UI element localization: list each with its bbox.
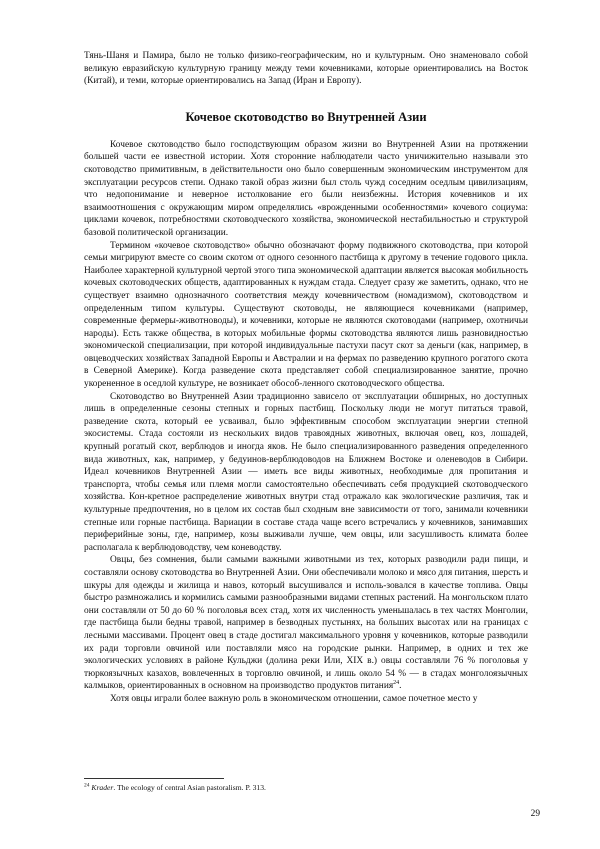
paragraph-4-text: Овцы, без сомнения, были самыми важными животными из тех, которых разводили ради пищи, и составляли основу скотоводства во Внутренней Азии. Они обеспечивали молоко и мясо для питания, шерсть и шкуры для одежды и жилища и навоз, который высушивался и исполь-зовался в качестве топлива. Овцы быстро размножались и кормились самыми разнообразными видами степных растений. На монгольском плато они составляли от 50 до 60 % поголовья всех стад, хотя их численность уменьшалась в тех частях Монголии, где пастбища были бедны травой, например в безводных пустынях, на больших высотах или на границах с лесными массивами. Процент овец в стаде достигал максимального уровня у кочевников, которые разводили их ради торговли овчиной или поставляли мясо на городские рынки. Например, в одних и тех же экологических условиях в районе Кульджи (долина реки Или, XIX в.) овцы составляли 76 % поголовья у тюркоязычных казахов, вовлеченных в торговлю овчиной, и лишь около 54 % — в стадах монголоязычных калмыков, ориентированных в основном на производство продуктов питания [84, 555, 528, 692]
paragraph-5: Хотя овцы играли более важную роль в экономическом отношении, самое почетное место у [110, 693, 478, 704]
paragraph-1: Кочевое скотоводство было господствующим образом жизни во Внутренней Азии на протяжении большей части ее известной истории. Хотя сторонние наблюдатели часто уничижительно называли это скотоводство примитивным, в действительности оно было совершенным экономическим инструментом для эксплуатации ресурсов степи. Однако такой образ жизни был столь чужд соседним оседлым цивилизациям, что недопонимание и неверное истолкование его были неизбежны. История кочевников и их взаимоотношения с окружающим миром определялись «врожденными особенностями» кочевого социума: циклами кочевок, потребностями скотоводческого хозяйства, экономической нестабильностью и структурой базовой политической организации. [84, 139, 528, 238]
page-body [84, 50, 528, 706]
page-number: 29 [530, 809, 540, 819]
section-title: Кочевое скотоводство во Внутренней Азии [185, 109, 427, 124]
footnote-divider [84, 778, 224, 779]
intro-paragraph: Тянь-Шаня и Памира, было не только физико-географическим, но и культурным. Оно знаменовало собой великую евразийскую культурную границу между теми кочевниками, которые ориентировались на Восток (Китай), и теми, которые ориентировались на Запад (Иран и Европу). [84, 51, 528, 87]
paragraph-4: Овцы, без сомнения, были самыми важными животными из тех, которых разводили ради пищи, и составляли основу скотоводства во Внутренней Азии. Они обеспечивали молоко и мясо для питания, шерсть и шкуры для одежды и жилища и навоз, который высушивался и исполь-зовался в качестве топлива. Овцы быстро размножались и кормились самыми разнообразными видами степных растений. На монгольском плато они составляли от 50 до 60 % поголовья всех стад, хотя их численность уменьшалась в тех частях Монголии, где пастбища были бедны травой, например в безводных пустынях, на больших высотах или на границах с лесными массивами. Процент овец в стаде достигал максимального уровня у кочевников, которые разводили их ради торговли овчиной или поставляли мясо на городские рынки. Например, в одних и тех же экологических условиях в районе Кульджи (долина реки Или, XIX в.) овцы составляли 76 % поголовья у тюркоязычных казахов, вовлеченных в торговлю овчиной, и лишь около 54 % — в стадах монголоязычных калмыков, ориентированных в основном на производство продуктов питания$^{24}$. [84, 555, 528, 692]
footnote-author: Krader [91, 783, 114, 792]
footnote [84, 783, 528, 793]
paragraph-2: Термином «кочевое скотоводство» обычно обозначают форму подвижного скотоводства, при которой семьи мигрируют вместе со своим скотом от одного сезонного пастбища к другому в течение годового цикла. Наиболее характерной культурной чертой этого типа экономической адаптации является высокая мобильность кочевых скотоводческих обществ, адаптированных к нуждам стада. Следует сразу же заметить, однако, что не существует взаимно однозначного соответствия между кочевничеством (номадизмом), скотоводством и определенным типом культуры. Существуют скотоводы, не являющиеся кочевниками (например, современные фермеры-животноводы), и кочевники, которые не являются скотоводами (например, охотничьи народы). Есть также общества, в которых мобильные формы скотоводства являются лишь разновидностью экономической специализации, при которой индивидуальные пастухи пасут скот за деньги (как, например, в овцеводческих хозяйствах Западной Европы и Австралии и на фермах по разведению крупного рогатого скота в Северной Америке). Когда разведение скота представляет собой специализированное занятие, прочно укорененное в оседлой культуре, не возникает обособ-ленного скотоводческого общества. [84, 240, 528, 390]
footnote-text: . The ecology of central Asian pastoralism. P. 313. [113, 783, 266, 792]
footnote-number: 24 [84, 782, 90, 789]
footnote-reference[interactable]: 24 [393, 680, 400, 687]
paragraph-3: Скотоводство во Внутренней Азии традиционно зависело от эксплуатации обширных, но доступных лишь в определенные сезоны степных и горных пастбищ. Поскольку люди не могут питаться травой, разведение скота, который ее усваивал, было эффективным способом эксплуатации энергии степной экосистемы. Стада состояли из нескольких видов травоядных животных, включая овец, коз, лошадей, крупный рогатый скот, верблюдов и иногда яков. Не было специализированного разведения определенного вида животных, как, например, у бедуинов-верблюдоводов на Ближнем Востоке и оленеводов в Сибири. Идеал кочевников Внутренней Азии — иметь все виды животных, необходимые для пропитания и транспорта, чтобы семья или племя могли самостоятельно обеспечивать себя продукцией скотоводческого хозяйства. Кон-кретное распределение животных внутри стад отражало как экологические различия, так и культурные предпочтения, но в целом их состав был сходным вне зависимости от того, занимали кочевники степные или горные пастбища. Вариации в составе стада чаще всего встречались у кочевников, занимавших периферийные зоны, где, например, козы выживали лучше, чем овцы, или засушливость климата более располагала к верблюдоводству, чем коневодству. [84, 391, 528, 553]
